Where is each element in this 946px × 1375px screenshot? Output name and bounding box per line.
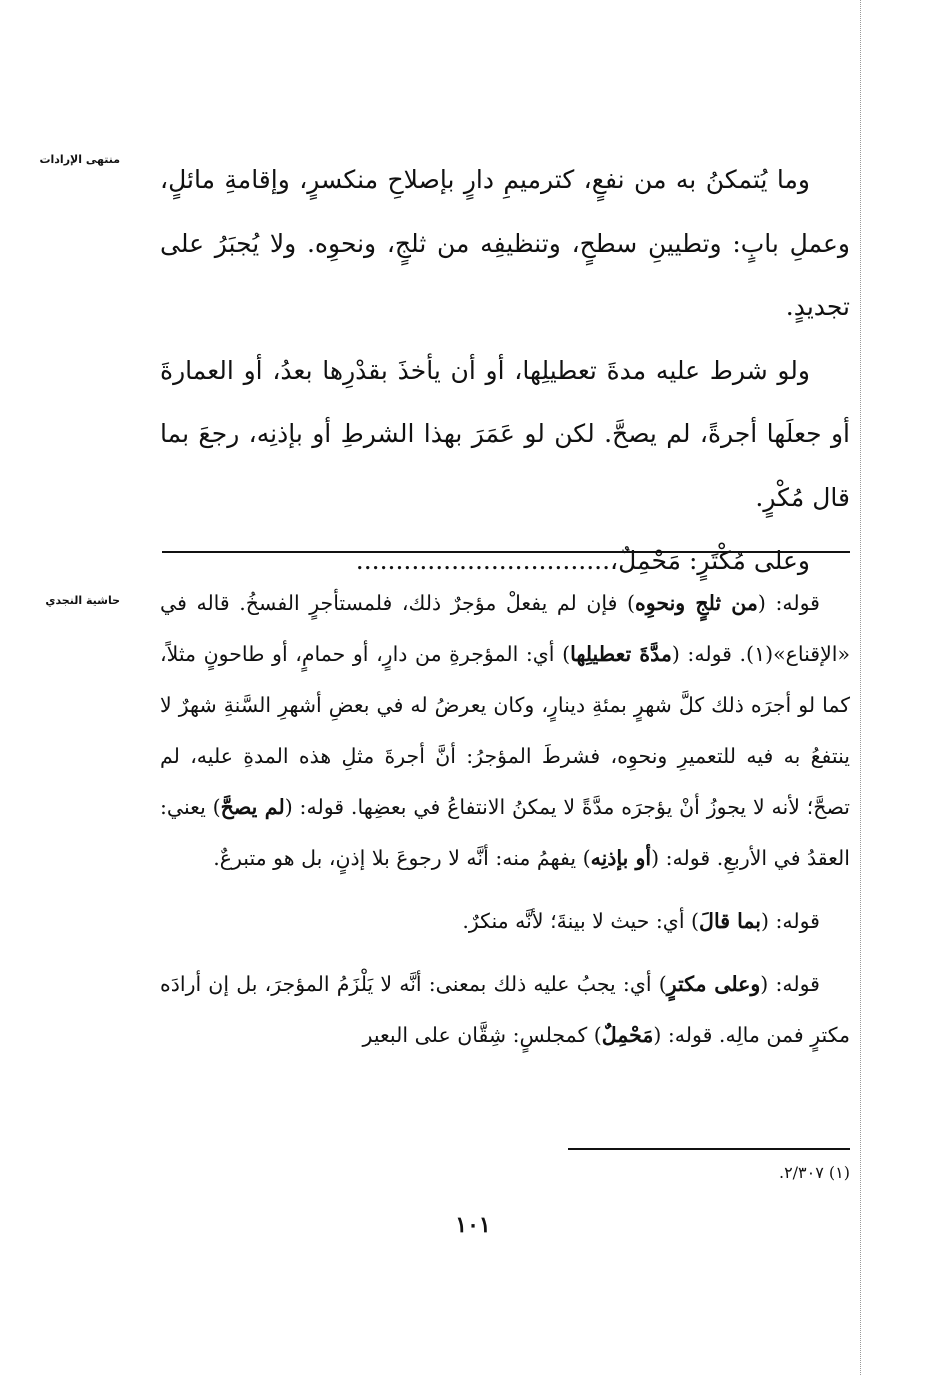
commentary-segment: ) يفهمُ منه: أنَّه لا رجوعَ بلا إذنٍ، بل هو متبرعٌ.: [213, 846, 591, 870]
commentary-segment: ) أي: يجبُ عليه ذلك بمعنى: أنَّه لا يَلْزَمُ المؤجرَ، بل إن أرادَه مكترٍ فمن مالِه. قوله: (: [160, 972, 850, 1047]
commentary-paragraph-3: [160, 959, 850, 1061]
quoted-term: مَحْمِلٌ: [601, 1023, 654, 1047]
commentary-segment: قوله: (: [760, 972, 820, 996]
commentary-segment: ) يعني: العقدُ في الأربعِ. قوله: (: [160, 795, 850, 870]
side-label-commentary-source: حاشية النجدي: [45, 594, 120, 607]
continuation-dots: ................................: [355, 546, 611, 575]
main-paragraph-2: ولو شرط عليه مدةَ تعطيلِها، أو أن يأخذَ بقدْرِها بعدُ، أو العمارةَ أو جعلَها أجرةً، لم يصحَّ. لكن لو عَمَرَ بهذا الشرطِ أو بإذنِه، رجعَ بما قال مُكْرٍ.: [160, 355, 850, 512]
commentary-segment: ) فإن لم يفعلْ مؤجرٌ ذلك، فلمستأجرٍ الفسخُ. قاله في «الإقناع»(١). قوله: (: [160, 591, 851, 666]
commentary-text: [160, 578, 850, 1073]
main-paragraph-1: وما يُتمكنُ به من نفعٍ، كترميمِ دارٍ بإصلاحِ منكسرٍ، وإقامةِ مائلٍ، وعملِ بابٍ: وتطيينِ سطحٍ، وتنظيفِه من ثلجٍ، ونحوِه. ولا يُجبَرُ على تجديدٍ.: [160, 165, 850, 321]
main-paragraph-3-text: وعلى مُكْتَرٍ: مَحْمِلٌ،: [610, 546, 810, 575]
page-number: ١٠١: [455, 1212, 491, 1238]
footnote-rule: [568, 1148, 850, 1150]
quoted-term: لم يصحَّ: [220, 795, 285, 819]
quoted-term: من ثلجٍ ونحوِه: [635, 591, 758, 615]
commentary-segment: ) أي: حيث لا بينةَ؛ لأنَّه منكرٌ.: [462, 909, 700, 933]
side-label-main-source: منتهى الإرادات: [39, 153, 120, 166]
commentary-segment: قوله: (: [760, 909, 820, 933]
quoted-term: مدَّةَ تعطيلِها: [570, 642, 672, 666]
footnote: (١) ٢/٣٠٧.: [778, 1163, 850, 1182]
quoted-term: وعلى مكترٍ: [666, 972, 761, 996]
section-divider: [162, 551, 850, 553]
quoted-term: أو بإذنِه: [590, 846, 652, 870]
main-text: [160, 148, 850, 593]
commentary-segment: قوله: (: [757, 591, 820, 615]
quoted-term: بما قالَ: [699, 909, 761, 933]
commentary-paragraph-2: [160, 896, 850, 947]
commentary-segment: ) أي: المؤجرةِ من دارٍ، أو حمامٍ، أو طاحونٍ مثلاً، كما لو أجرَه ذلك كلَّ شهرٍ بمئةِ دينارٍ، وكان يعرضُ له في بعضِ أشهرِ السَّنةِ شهرٌ لا ينتفعُ به فيه للتعميرِ ونحوِه، فشرطَ المؤجرُ: أنَّ أجرةَ مثلِ هذه المدةِ عليه، لم تصحَّ؛ لأنه لا يجوزُ أنْ يؤجرَه مدَّةً لا يمكنُ الانتفاعُ في بعضِها. قوله: (: [160, 642, 850, 819]
margin-dotted-line: [860, 0, 861, 1375]
commentary-segment: ) كمجلسٍ: شِقَّان على البعير: [362, 1023, 602, 1047]
commentary-paragraph-1: [160, 578, 850, 884]
